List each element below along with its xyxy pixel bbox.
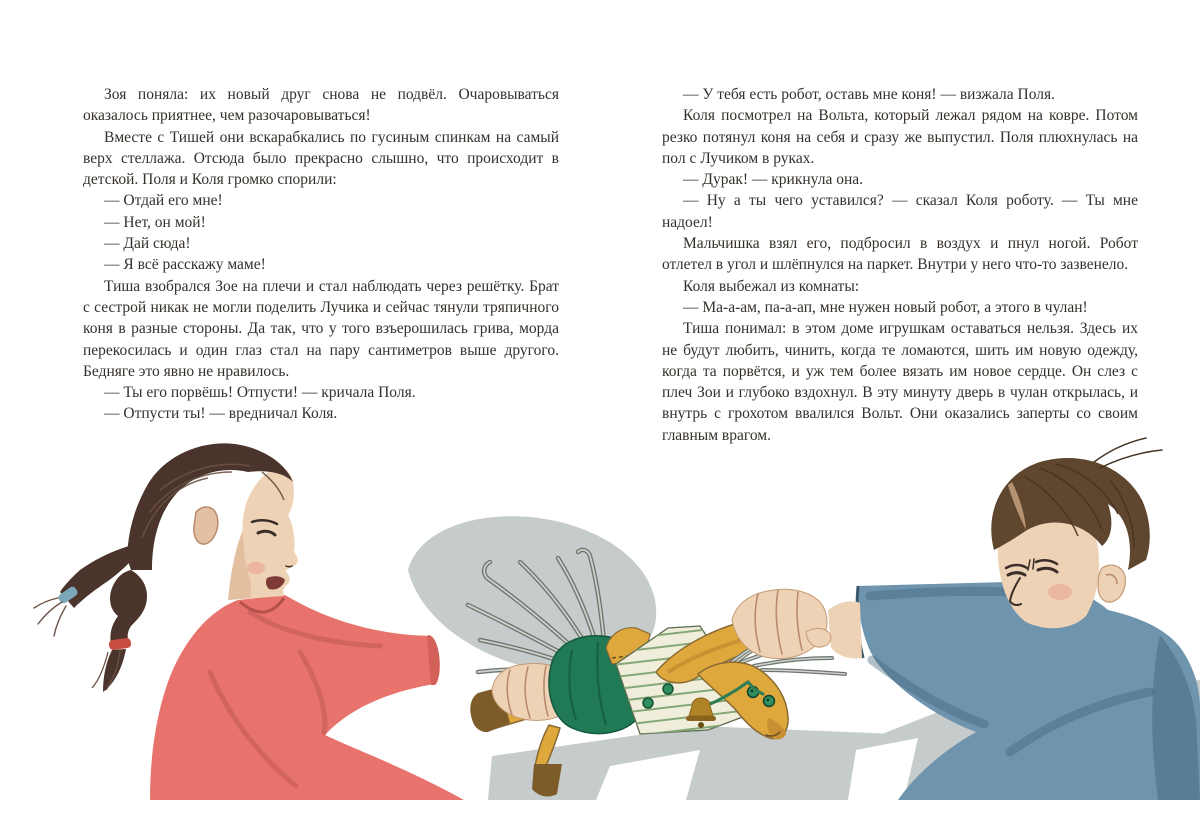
girl-sweater [150,595,464,800]
horse-button [663,684,673,694]
text-column-right [662,84,1138,446]
paragraph: Вместе с Тишей они вскарабкались по гусиным спинкам на самый верх стеллажа. Отсюда было прекрасно слышно, что происходит в детской. Поля и Коля громко спорили: [83,128,559,189]
paragraph: Коля выбежал из комнаты: [683,277,860,295]
girl [34,443,464,800]
paragraph-dialogue: — У тебя есть робот, оставь мне коня! — визжала Поля. [683,86,1055,103]
paragraph-dialogue: — Я всё расскажу маме! [104,256,266,274]
paragraph-dialogue: — Нет, он мой! [104,213,206,231]
boy-ear [1098,565,1125,602]
paragraph-dialogue: — Отдай его мне! [104,192,223,210]
paragraph-dialogue: — Ты его порвёшь! Отпусти! — кричала Поля. [104,384,416,402]
boy-cheek-blush [1048,584,1072,600]
horse-button [643,698,653,708]
girl-ear [194,507,218,544]
paragraph-dialogue: — Дурак! — крикнула она. [683,171,864,189]
paragraph: Мальчишка взял его, подбросил в воздух и пнул ногой. Робот отлетел в угол и шлёпнулся на паркет. Внутри у него что-то зазвенело. [662,235,1138,274]
paragraph-dialogue: — Отпусти ты! — вредничал Коля. [104,405,338,423]
paragraph-dialogue: — Ма-а-ам, па-а-ап, мне нужен новый робот, а этого в чулан! [683,298,1088,316]
paragraph-dialogue: — Дай сюда! [104,235,191,253]
horse-eye [764,696,775,707]
illustration-tug-of-war [0,420,1200,800]
boy-wrist [828,601,862,658]
paragraph: Коля посмотрел на Вольта, который лежал рядом на ковре. Потом резко потянул коня на себя и сразу же выпустил. Поля плюхнулась на пол с Лучиком в руках. [662,107,1138,167]
paragraph: Тиша взобрался Зое на плечи и стал наблюдать через решётку. Брат с сестрой никак не могли поделить Лучика и сейчас тянули тряпичного коня в разные стороны. Да так, что у того взъерошилась грива, морда перекосилась и один глаз стал на пару сантиметров выше другого. Бедняге это явно не нравилось. [83,277,559,380]
girl-cheek-blush [247,562,265,574]
paragraph-dialogue: — Ну а ты чего уставился? — сказал Коля роботу. — Ты мне надоел! [662,192,1138,231]
text-column-left [83,84,559,425]
paragraph: Зоя поняла: их новый друг снова не подвёл. Очаровываться оказалось приятнее, чем разочаровываться! [83,86,559,125]
paragraph: Тиша понимал: в этом доме игрушкам оставаться нельзя. Здесь их не будут любить, чинить, когда те ломаются, шить им новую одежду, когда та порвётся, и уж тем более вязать им новое сердце. Он слез с плеч Зои и глубоко вздохнул. В эту минуту дверь в чулан открылась, и внутрь с грохотом ввалился Вольт. Они оказались заперты со своим главным врагом. [662,320,1138,444]
girl-braid-back [110,570,147,644]
